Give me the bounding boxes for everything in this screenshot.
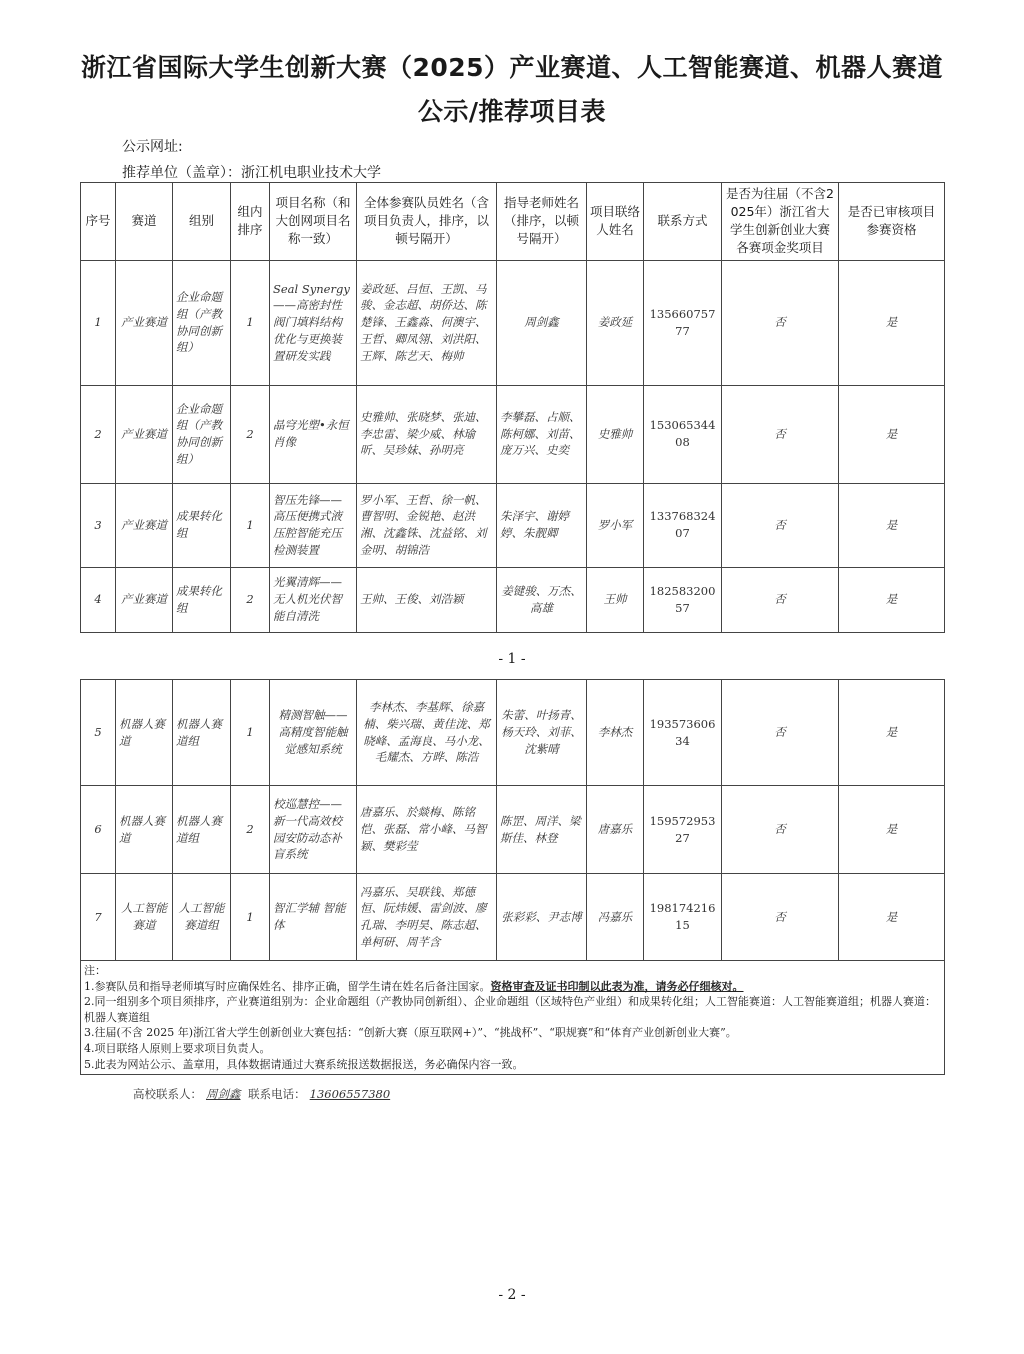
cell-past-gold: 否 [722, 874, 839, 961]
cell-advisors: 周剑鑫 [497, 260, 587, 385]
cell-reviewed: 是 [839, 786, 945, 874]
cell-project: 智汇学辅 智能体 [270, 874, 357, 961]
recommender-line [122, 162, 381, 182]
cell-no: 7 [81, 874, 116, 961]
cell-phone: 13376832407 [644, 483, 722, 567]
cell-no: 4 [81, 567, 116, 632]
cell-rank: 2 [231, 786, 270, 874]
cell-phone: 13566075777 [644, 260, 722, 385]
cell-contact-person: 史雅帅 [587, 385, 644, 483]
cell-group: 机器人赛道组 [173, 786, 231, 874]
header-past-gold: 是否为往届（不含2025年）浙江省大学生创新创业大赛各赛项金奖项目 [722, 183, 839, 261]
contact-label: 高校联系人： [133, 1087, 202, 1101]
cell-advisors: 李攀磊、占顺、陈柯娜、刘苗、庞万兴、史奕 [497, 385, 587, 483]
cell-group: 企业命题组（产教协同创新组） [173, 260, 231, 385]
cell-phone: 15957295327 [644, 786, 722, 874]
project-table-page-2 [80, 679, 945, 1075]
cell-advisors: 张彩彩、尹志博 [497, 874, 587, 961]
cell-rank: 1 [231, 260, 270, 385]
cell-track: 产业赛道 [116, 385, 173, 483]
cell-phone: 19357360634 [644, 680, 722, 786]
cell-contact-person: 姜政延 [587, 260, 644, 385]
header-project: 项目名称（和大创网项目名称一致） [270, 183, 357, 261]
cell-reviewed: 是 [839, 385, 945, 483]
cell-advisors: 朱蕾、叶扬青、杨天玲、刘菲、沈紫晴 [497, 680, 587, 786]
cell-no: 5 [81, 680, 116, 786]
cell-contact-person: 冯嘉乐 [587, 874, 644, 961]
cell-phone: 18258320057 [644, 567, 722, 632]
page-number-2: - 2 - [498, 1287, 526, 1303]
note-1-text: 1.参赛队员和指导老师填写时应确保姓名、排序正确，留学生请在姓名后备注国家。 [84, 979, 491, 993]
cell-no: 3 [81, 483, 116, 567]
note-1-emphasis: 资格审查及证书印制以此表为准，请务必仔细核对。 [490, 979, 744, 993]
cell-past-gold: 否 [722, 260, 839, 385]
header-contact-person: 项目联络人姓名 [587, 183, 644, 261]
cell-group: 成果转化组 [173, 567, 231, 632]
cell-track: 机器人赛道 [116, 680, 173, 786]
cell-rank: 1 [231, 874, 270, 961]
cell-track: 产业赛道 [116, 260, 173, 385]
table-row [81, 385, 945, 483]
cell-members: 姜政延、吕恒、王凯、马骏、金志超、胡侨达、陈楚锋、王鑫淼、何澳宇、王哲、卿凤翎、刘洪阳、王辉、陈艺天、梅帅 [357, 260, 497, 385]
header-track: 赛道 [116, 183, 173, 261]
cell-phone: 19817421615 [644, 874, 722, 961]
phone-label: 联系电话： [248, 1087, 306, 1101]
cell-project: 校巡慧控——新一代高效校园安防动态补盲系统 [270, 786, 357, 874]
cell-past-gold: 否 [722, 786, 839, 874]
cell-members: 冯嘉乐、吴联钱、郑德恒、阮炜媛、雷剑波、廖孔瑞、李明昊、陈志超、单柯研、周芊含 [357, 874, 497, 961]
notes-row [81, 961, 945, 1075]
cell-project: 智压先锋——高压便携式液压腔智能充压检测装置 [270, 483, 357, 567]
table-row [81, 680, 945, 786]
table-row [81, 260, 945, 385]
notes-label: 注： [84, 964, 106, 977]
notes-cell [81, 961, 945, 1075]
cell-phone: 15306534408 [644, 385, 722, 483]
cell-past-gold: 否 [722, 567, 839, 632]
cell-group: 成果转化组 [173, 483, 231, 567]
cell-project: 晶穹光塑•永恒肖像 [270, 385, 357, 483]
cell-rank: 2 [231, 567, 270, 632]
header-phone: 联系方式 [644, 183, 722, 261]
cell-members: 唐嘉乐、於燚梅、陈铭恺、张磊、常小峰、马智颖、樊彩莹 [357, 786, 497, 874]
cell-advisors: 姜键骏、万杰、高雄 [497, 567, 587, 632]
table-row [81, 567, 945, 632]
cell-advisors: 朱泽宇、谢婷婷、朱靓卿 [497, 483, 587, 567]
cell-past-gold: 否 [722, 680, 839, 786]
recommender-label: 推荐单位（盖章）： [122, 165, 241, 181]
cell-project: 光翼清辉——无人机光伏智能自清洗 [270, 567, 357, 632]
cell-contact-person: 罗小军 [587, 483, 644, 567]
header-rank: 组内排序 [231, 183, 270, 261]
cell-reviewed: 是 [839, 680, 945, 786]
cell-reviewed: 是 [839, 260, 945, 385]
note-2: 2.同一组别多个项目须排序，产业赛道组别为：企业命题组（产教协同创新组）、企业命题组（区域特色产业组）和成果转化组；人工智能赛道：人工智能赛道组；机器人赛道：机器人赛道组 [84, 995, 936, 1024]
cell-group: 企业命题组（产教协同创新组） [173, 385, 231, 483]
cell-contact-person: 唐嘉乐 [587, 786, 644, 874]
cell-track: 产业赛道 [116, 483, 173, 567]
cell-members: 罗小军、王哲、徐一帆、曹智明、金锐艳、赵洪湘、沈鑫铢、沈益铭、刘金明、胡锦浩 [357, 483, 497, 567]
cell-project: Seal Synergy——高密封性阀门填料结构优化与更换装置研发实践 [270, 260, 357, 385]
cell-reviewed: 是 [839, 874, 945, 961]
header-group: 组别 [173, 183, 231, 261]
cell-no: 6 [81, 786, 116, 874]
cell-reviewed: 是 [839, 483, 945, 567]
cell-past-gold: 否 [722, 483, 839, 567]
note-4: 4.项目联络人原则上要求项目负责人。 [84, 1042, 271, 1056]
cell-past-gold: 否 [722, 385, 839, 483]
note-1 [84, 979, 941, 995]
table-header-row [81, 183, 945, 261]
cell-contact-person: 李林杰 [587, 680, 644, 786]
header-reviewed: 是否已审核项目参赛资格 [839, 183, 945, 261]
table-row [81, 786, 945, 874]
cell-rank: 1 [231, 680, 270, 786]
cell-group: 机器人赛道组 [173, 680, 231, 786]
page-number-1: - 1 - [498, 651, 526, 667]
cell-members: 李林杰、李基辉、徐嘉楠、柴兴瑞、黄佳泷、郑晓峰、孟海良、马小龙、毛耀杰、方晔、陈浩 [357, 680, 497, 786]
publicity-url-label: 公示网址: [122, 139, 183, 155]
project-table-page-1 [80, 182, 945, 633]
cell-rank: 1 [231, 483, 270, 567]
note-5: 5.此表为网站公示、盖章用，具体数据请通过大赛系统报送数据报送，务必确保内容一致。 [84, 1057, 524, 1071]
cell-contact-person: 王帅 [587, 567, 644, 632]
cell-members: 王帅、王俊、刘浩颖 [357, 567, 497, 632]
header-advisors: 指导老师姓名（排序，以顿号隔开） [497, 183, 587, 261]
school-contact-line [133, 1086, 394, 1102]
cell-rank: 2 [231, 385, 270, 483]
table-row [81, 874, 945, 961]
recommender-value: 浙江机电职业技术大学 [241, 165, 381, 181]
contact-value: 周剑鑫 [206, 1087, 241, 1101]
cell-project: 精测智触——高精度智能触觉感知系统 [270, 680, 357, 786]
cell-no: 1 [81, 260, 116, 385]
phone-value: 13606557380 [309, 1087, 391, 1101]
cell-members: 史雅帅、张晓梦、张迪、李忠雷、梁少威、林瑜昕、吴珍妹、孙明亮 [357, 385, 497, 483]
table-row [81, 483, 945, 567]
page-subtitle: 公示/推荐项目表 [417, 97, 607, 126]
page-title: 浙江省国际大学生创新大赛（2025）产业赛道、人工智能赛道、机器人赛道 [80, 53, 944, 82]
cell-advisors: 陈罡、周洋、梁斯佳、林登 [497, 786, 587, 874]
cell-track: 机器人赛道 [116, 786, 173, 874]
cell-group: 人工智能赛道组 [173, 874, 231, 961]
note-3: 3.往届(不含 2025 年)浙江省大学生创新创业大赛包括：“创新大赛（原互联网+）”、“挑战杯”、“职规赛”和“体育产业创新创业大赛”。 [84, 1026, 737, 1040]
cell-track: 人工智能赛道 [116, 874, 173, 961]
header-no: 序号 [81, 183, 116, 261]
cell-track: 产业赛道 [116, 567, 173, 632]
cell-no: 2 [81, 385, 116, 483]
header-members: 全体参赛队员姓名（含项目负责人，排序，以顿号隔开） [357, 183, 497, 261]
cell-reviewed: 是 [839, 567, 945, 632]
